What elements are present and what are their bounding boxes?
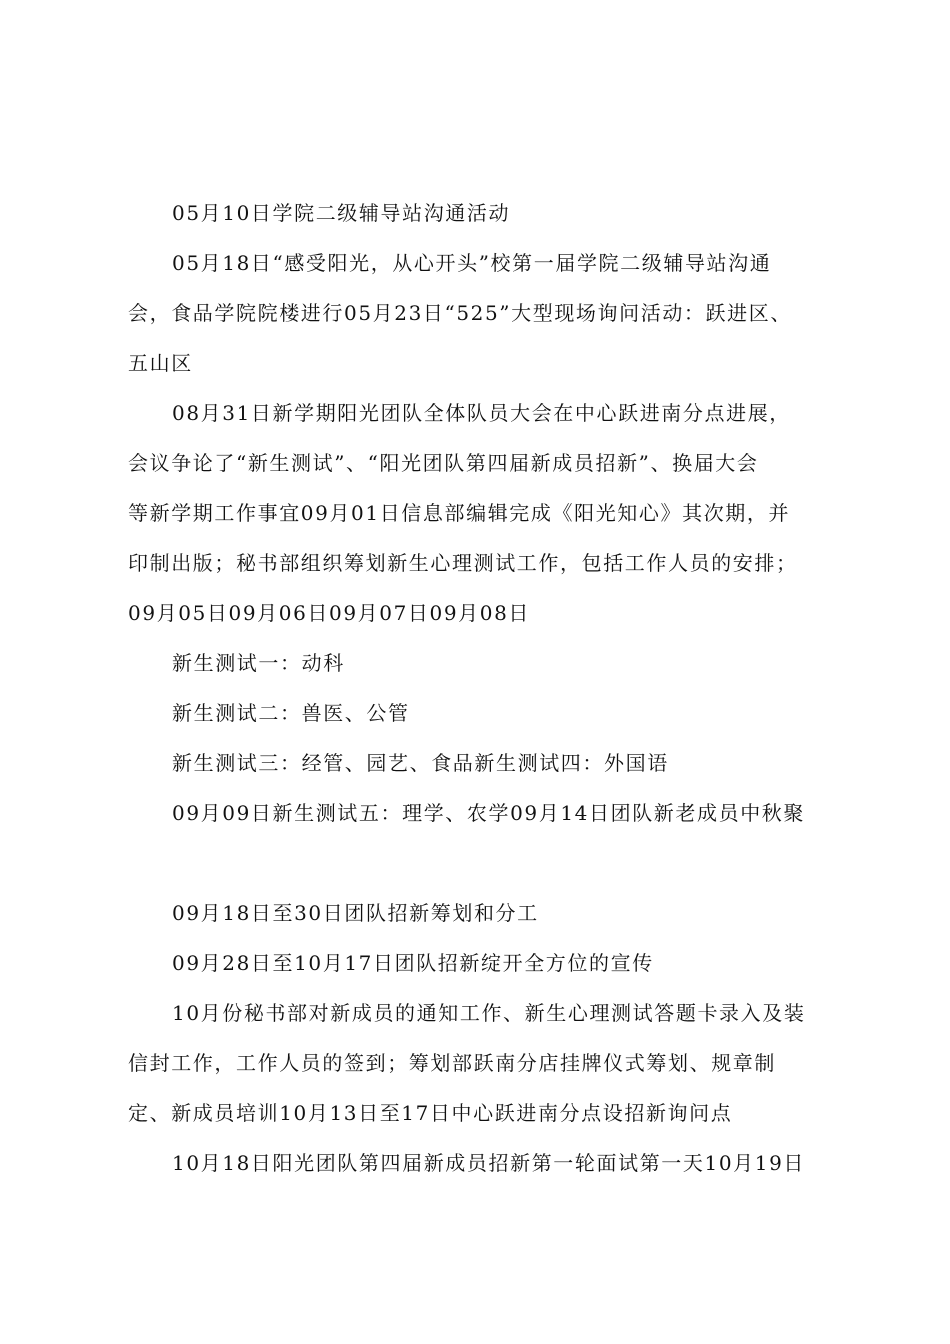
- paragraph-interview: [128, 1138, 832, 1188]
- paragraph-activity-0831: [128, 388, 832, 638]
- paragraph-test-one: [128, 638, 832, 688]
- text-line: 五山区: [128, 351, 193, 375]
- text-line: 09月09日新生测试五：理学、农学09月14日团队新老成员中秋聚: [172, 801, 805, 825]
- paragraph-test-three-four: [128, 738, 832, 788]
- text-line: 05月10日学院二级辅导站沟通活动: [172, 201, 511, 225]
- blank-line: [128, 838, 832, 888]
- text-line: 10月18日阳光团队第四届新成员招新第一轮面试第一天10月19日: [172, 1151, 805, 1175]
- text-line: 09月28日至10月17日团队招新绽开全方位的宣传: [172, 951, 654, 975]
- text-line: 09月05日09月06日09月07日09月08日: [128, 601, 530, 625]
- paragraph-october-work: [128, 988, 832, 1138]
- text-line: 等新学期工作事宜09月01日信息部编辑完成《阳光知心》其次期，并: [128, 501, 791, 525]
- text-line: 新生测试三：经管、园艺、食品新生测试四：外国语: [172, 751, 669, 775]
- paragraph-recruit-promo: [128, 938, 832, 988]
- text-line: 05月18日“感受阳光，从心开头”校第一届学院二级辅导站沟通: [172, 251, 772, 275]
- text-line: 09月18日至30日团队招新筹划和分工: [172, 901, 539, 925]
- paragraph-activity-0510: [128, 188, 832, 238]
- text-line: 08月31日新学期阳光团队全体队员大会在中心跃进南分点进展，: [172, 401, 791, 425]
- document-body: [128, 188, 832, 1188]
- paragraph-activity-0518: [128, 238, 832, 388]
- paragraph-test-two: [128, 688, 832, 738]
- text-line: 新生测试二：兽医、公管: [172, 701, 410, 725]
- paragraph-test-five: [128, 788, 832, 838]
- text-line: 定、新成员培训10月13日至17日中心跃进南分点设招新询问点: [128, 1101, 733, 1125]
- text-line: 10月份秘书部对新成员的通知工作、新生心理测试答题卡录入及装: [172, 1001, 806, 1025]
- text-line: 信封工作，工作人员的签到；筹划部跃南分店挂牌仪式筹划、规章制: [128, 1051, 776, 1075]
- text-line: 新生测试一：动科: [172, 651, 345, 675]
- text-line: 会，食品学院院楼进行05月23日“525”大型现场询问活动：跃进区、: [128, 301, 792, 325]
- paragraph-recruit-plan: [128, 888, 832, 938]
- text-line: 印制出版；秘书部组织筹划新生心理测试工作，包括工作人员的安排；: [128, 551, 798, 575]
- text-line: 会议争论了“新生测试”、“阳光团队第四届新成员招新”、换届大会: [128, 451, 759, 475]
